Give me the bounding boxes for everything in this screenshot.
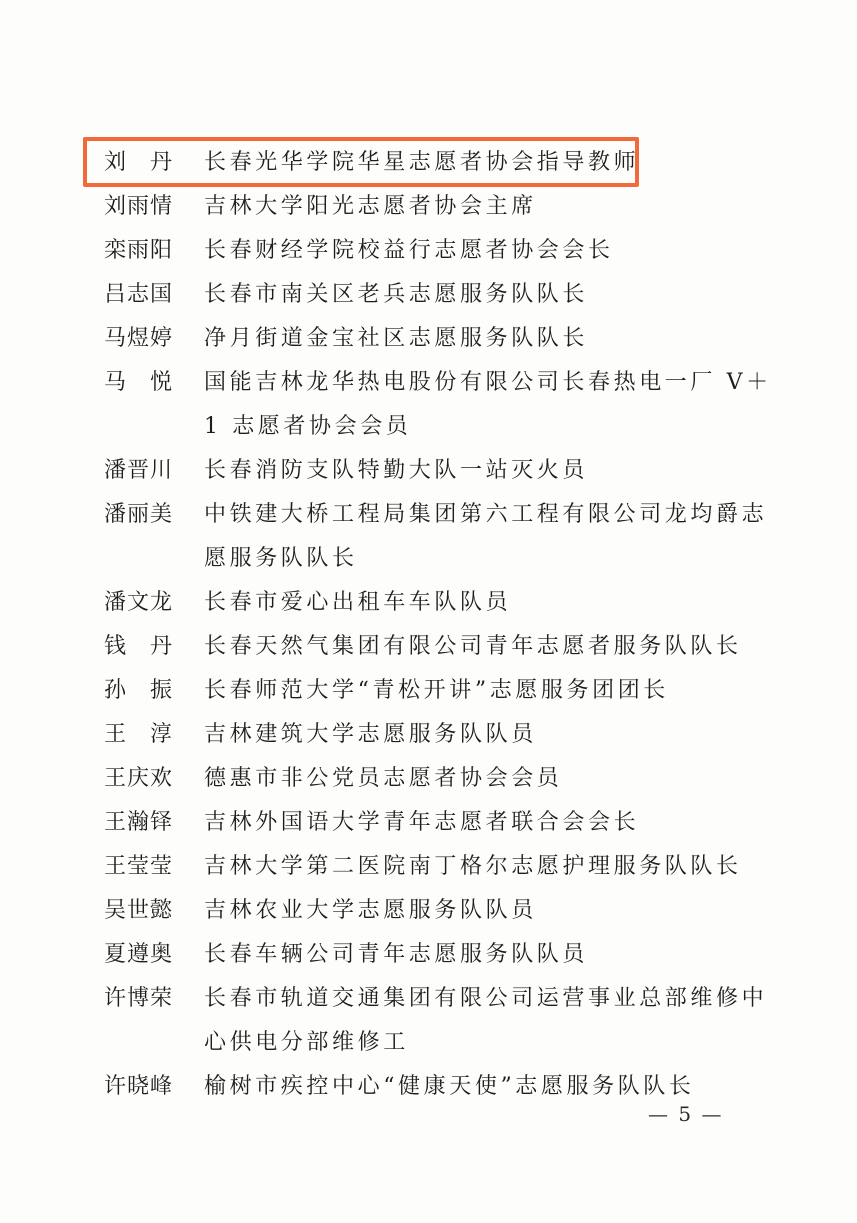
- role-line: 长春市爱心出租车车队队员: [204, 590, 512, 615]
- person-role: [204, 757, 756, 801]
- person-name: 夏遵奥: [104, 942, 174, 967]
- person-name: 马 悦: [104, 370, 174, 395]
- role-line: 国能吉林龙华热电股份有限公司长春热电一厂 V＋: [204, 370, 772, 395]
- person-name: 潘晋川: [104, 458, 174, 483]
- role-line: 吉林建筑大学志愿服务队队员: [204, 722, 537, 747]
- person-role: [204, 449, 756, 493]
- person-name: 潘文龙: [104, 590, 174, 615]
- role-line: 长春市南关区老兵志愿服务队队长: [204, 282, 589, 307]
- person-name: 刘 丹: [104, 150, 174, 175]
- person-role: [204, 273, 756, 317]
- person-name: 刘雨情: [104, 194, 174, 219]
- person-name: 王庆欢: [104, 766, 174, 791]
- role-line: 长春天然气集团有限公司青年志愿者服务队队长: [204, 634, 742, 659]
- person-name: 许晓峰: [104, 1074, 174, 1099]
- role-line: 德惠市非公党员志愿者协会会员: [204, 766, 563, 791]
- role-line: 长春财经学院校益行志愿者协会会长: [204, 238, 614, 263]
- role-line: 吉林外国语大学青年志愿者联合会会长: [204, 810, 640, 835]
- role-line: 长春光华学院华星志愿者协会指导教师: [204, 150, 640, 175]
- person-role: [204, 669, 756, 713]
- person-role: [204, 845, 756, 889]
- role-line: 长春师范大学“青松开讲”志愿服务团团长: [204, 678, 669, 703]
- person-name: 栾雨阳: [104, 238, 174, 263]
- person-name: 潘丽美: [104, 502, 174, 527]
- role-line: 吉林大学阳光志愿者协会主席: [204, 194, 537, 219]
- role-line: 愿服务队队长: [204, 546, 358, 571]
- person-role: [204, 185, 756, 229]
- person-name: 王瀚铎: [104, 810, 174, 835]
- person-role: [204, 889, 756, 933]
- person-name: 吴世懿: [104, 898, 174, 923]
- person-name: 吕志国: [104, 282, 174, 307]
- person-name: 马煜婷: [104, 326, 174, 351]
- person-role: [204, 581, 756, 625]
- person-role: [204, 977, 768, 1065]
- role-line: 净月街道金宝社区志愿服务队队长: [204, 326, 589, 351]
- role-line: 心供电分部维修工: [204, 1030, 409, 1055]
- role-line: 吉林大学第二医院南丁格尔志愿护理服务队队长: [204, 854, 742, 879]
- person-role: [204, 713, 756, 757]
- page-number: — 5 —: [648, 1102, 724, 1126]
- person-name: 孙 振: [104, 678, 174, 703]
- person-role: [204, 317, 756, 361]
- person-role: [204, 493, 768, 581]
- person-name: 钱 丹: [104, 634, 174, 659]
- role-line: 1 志愿者协会会员: [204, 414, 412, 439]
- role-line: 榆树市疾控中心“健康天使”志愿服务队队长: [204, 1074, 695, 1099]
- person-name: 王莹莹: [104, 854, 174, 879]
- person-role: [204, 625, 756, 669]
- role-line: 吉林农业大学志愿服务队队员: [204, 898, 537, 923]
- person-role: [204, 801, 756, 845]
- person-role: [204, 141, 756, 185]
- role-line: 长春消防支队特勤大队一站灭火员: [204, 458, 589, 483]
- role-line: 长春车辆公司青年志愿服务队队员: [204, 942, 589, 967]
- role-line: 长春市轨道交通集团有限公司运营事业总部维修中: [204, 986, 768, 1011]
- person-name: 王 淳: [104, 722, 174, 747]
- person-role: [204, 933, 756, 977]
- person-name: 许博荣: [104, 986, 174, 1011]
- role-line: 中铁建大桥工程局集团第六工程有限公司龙均爵志: [204, 502, 768, 527]
- person-role: [204, 229, 756, 273]
- person-role: [204, 361, 772, 449]
